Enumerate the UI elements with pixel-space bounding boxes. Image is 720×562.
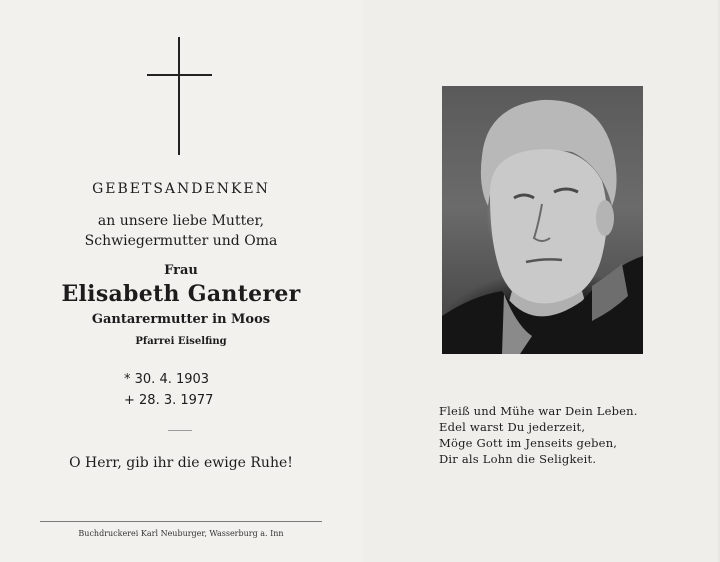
verse-line: Möge Gott im Jenseits geben, <box>439 436 618 450</box>
deceased-title: Gantarermutter in Moos <box>91 312 271 327</box>
verse-line: Edel warst Du jederzeit, <box>439 420 586 434</box>
verse-line: Dir als Lohn die Seligkeit. <box>439 452 597 466</box>
portrait-photo <box>442 86 643 354</box>
prayer: O Herr, gib ihr die ewige Ruhe! <box>69 455 293 471</box>
dedication-line-2: Schwiegermutter und Oma <box>84 233 278 249</box>
deceased-name: Elisabeth Ganterer <box>61 281 301 307</box>
salutation: Frau <box>164 263 198 278</box>
divider <box>168 430 192 431</box>
cross-icon <box>147 37 212 155</box>
parish: Pfarrei Eiselfing <box>135 336 227 347</box>
heading: GEBETSANDENKEN <box>92 181 270 197</box>
right-panel <box>362 0 718 562</box>
verse-line: Fleiß und Mühe war Dein Leben. <box>439 404 638 418</box>
footer-rule <box>40 521 322 522</box>
death-date: + 28. 3. 1977 <box>124 393 214 408</box>
dedication-line-1: an unsere liebe Mutter, <box>97 213 265 229</box>
printer-credit: Buchdruckerei Karl Neuburger, Wasserburg a. Inn <box>78 529 284 538</box>
birth-date: * 30. 4. 1903 <box>124 372 210 387</box>
